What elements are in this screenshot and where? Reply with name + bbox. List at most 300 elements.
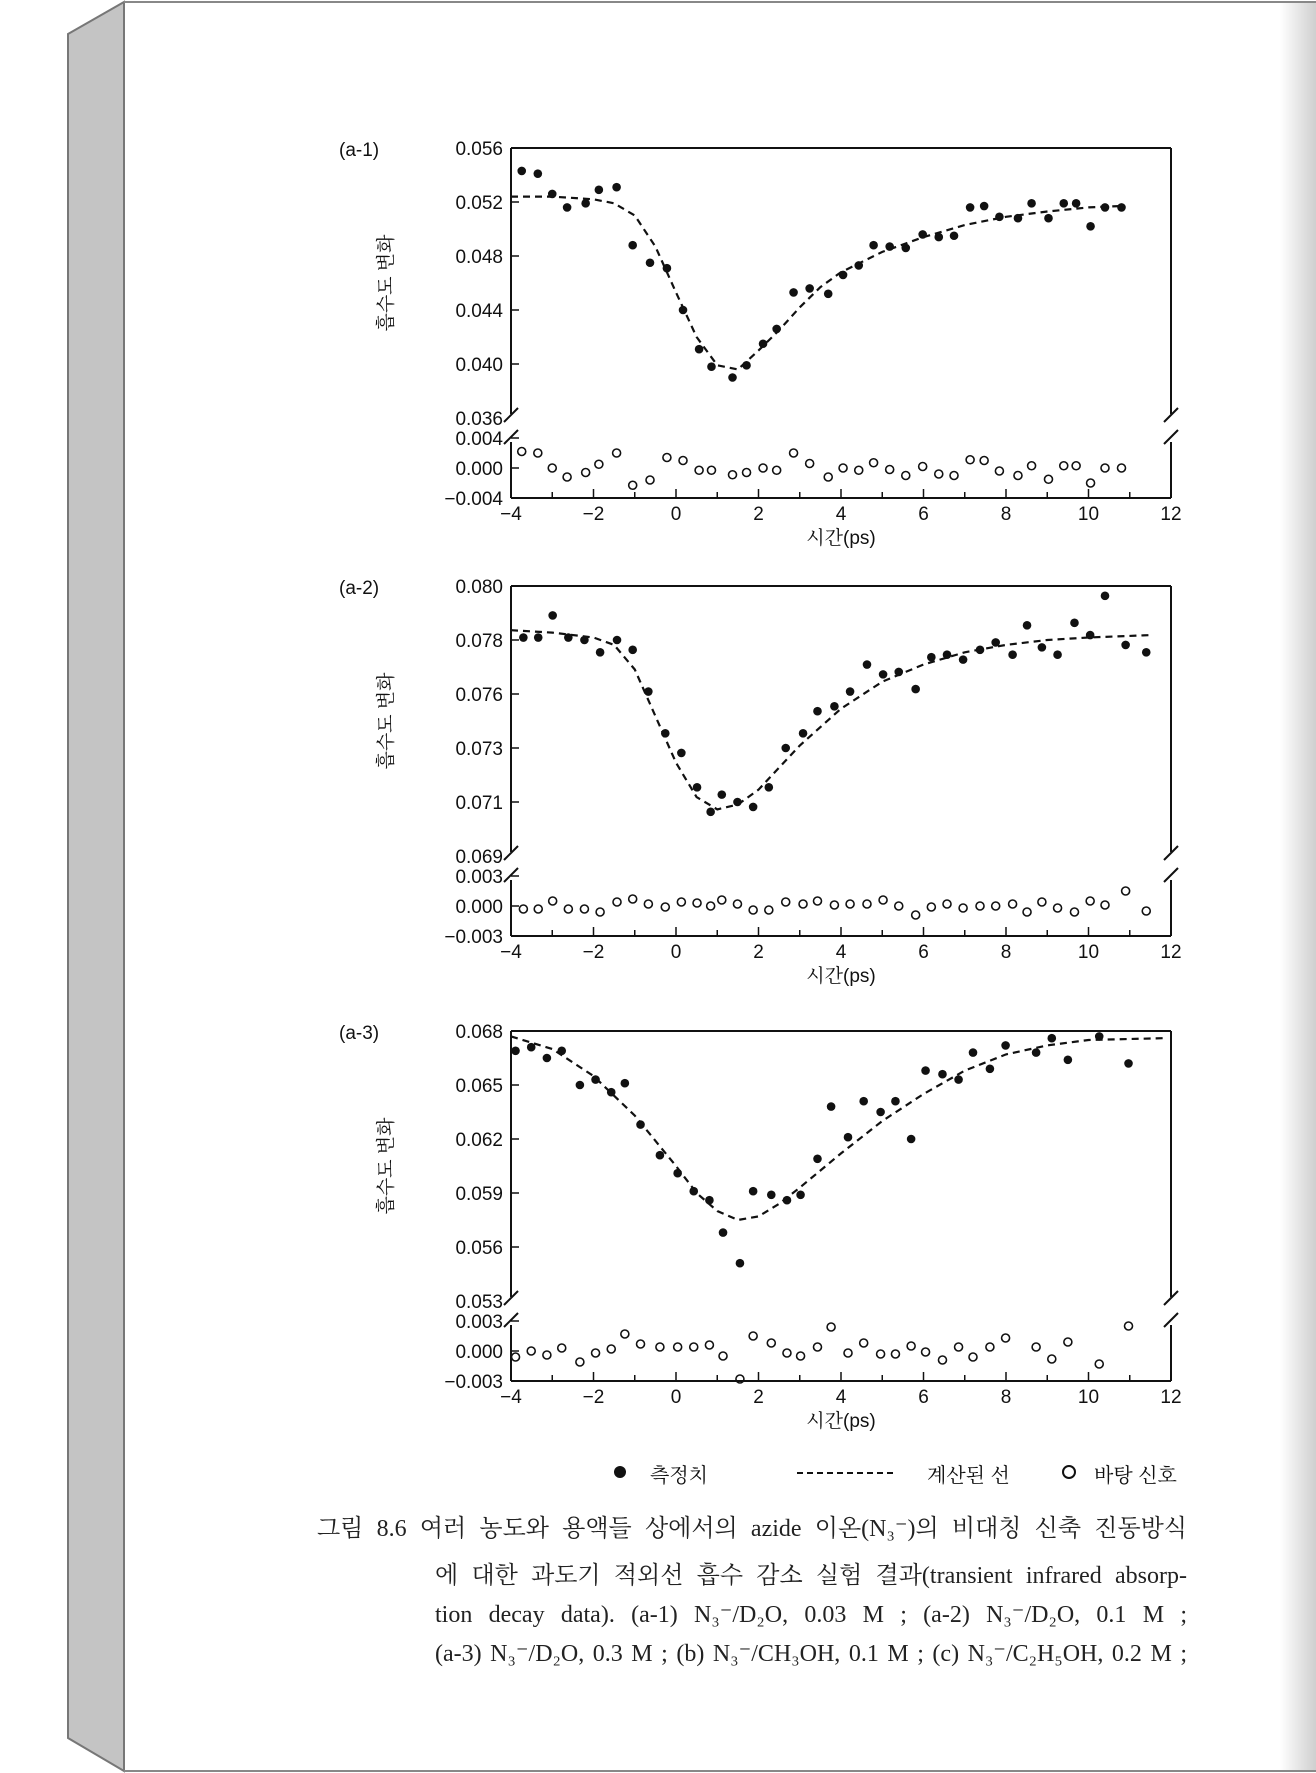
residual-point xyxy=(1101,901,1109,909)
measured-point xyxy=(1023,621,1032,630)
residual-point xyxy=(839,464,847,472)
measured-point xyxy=(1072,199,1081,208)
residual-point xyxy=(969,1353,977,1361)
x-tick-label: 4 xyxy=(835,942,847,963)
residual-point xyxy=(891,1350,899,1358)
measured-point xyxy=(1070,619,1079,628)
measured-point xyxy=(859,1097,868,1106)
measured-point xyxy=(995,213,1004,222)
measured-point xyxy=(1086,222,1095,231)
measured-point xyxy=(511,1047,520,1056)
residual-point xyxy=(695,466,703,474)
measured-point xyxy=(911,685,920,694)
x-axis-label: 시간(ps) xyxy=(806,1411,876,1432)
residual-point xyxy=(813,897,821,905)
residual-point xyxy=(767,1339,775,1347)
residual-point xyxy=(759,464,767,472)
axis-break-mark xyxy=(1164,430,1178,444)
measured-point xyxy=(813,707,822,716)
x-tick-label: 8 xyxy=(1000,1387,1012,1408)
measured-point xyxy=(863,660,872,669)
chart-a3 xyxy=(300,1011,1220,1441)
measured-point xyxy=(693,783,702,792)
measured-point xyxy=(891,1097,900,1106)
measured-point xyxy=(749,803,758,812)
residual-point xyxy=(797,1352,805,1360)
measured-point xyxy=(679,306,688,315)
residual-point xyxy=(718,896,726,904)
x-axis-label: 시간(ps) xyxy=(806,528,876,549)
residual-point xyxy=(765,906,773,914)
measured-point xyxy=(563,203,572,212)
residual-point xyxy=(995,467,1003,475)
measured-point xyxy=(612,183,621,192)
measured-point xyxy=(765,783,774,792)
residual-point xyxy=(534,449,542,457)
measured-point xyxy=(644,687,653,696)
residual-point xyxy=(690,1343,698,1351)
y-tick-label: 0.069 xyxy=(455,847,503,868)
legend-fit-label: 계산된 선 xyxy=(927,1465,1010,1487)
residual-point xyxy=(922,1348,930,1356)
measured-point xyxy=(749,1187,758,1196)
measured-point xyxy=(943,650,952,659)
measured-point xyxy=(628,241,637,250)
measured-point xyxy=(1053,650,1062,659)
measured-point xyxy=(991,638,1000,647)
measured-point xyxy=(1044,214,1053,223)
measured-point xyxy=(1038,643,1047,652)
residual-point xyxy=(743,469,751,477)
residual-point xyxy=(813,1343,821,1351)
legend xyxy=(600,1456,1220,1490)
residual-point xyxy=(919,463,927,471)
measured-point xyxy=(736,1259,745,1268)
residual-point xyxy=(943,900,951,908)
measured-point xyxy=(580,636,589,645)
measured-point xyxy=(876,1108,885,1117)
resid-y-tick-label: −0.003 xyxy=(444,1372,503,1393)
chart-panel-label: (a-3) xyxy=(339,1023,380,1044)
y-axis-label: 흡수도 변화 xyxy=(376,1117,397,1215)
chart-panel-label: (a-2) xyxy=(339,578,380,599)
book-spine-edge xyxy=(68,2,124,1771)
residual-point xyxy=(629,481,637,489)
residual-point xyxy=(877,1350,885,1358)
measured-point xyxy=(576,1081,585,1090)
residual-point xyxy=(749,1332,757,1340)
measured-point xyxy=(548,190,557,199)
y-tick-label: 0.071 xyxy=(455,793,503,814)
residual-point xyxy=(824,473,832,481)
resid-y-tick-label: 0.004 xyxy=(455,429,503,450)
caption-line: 그림 8.6 여러 농도와 용액들 상에서의 azide 이온(N₃⁻)의 비대칭 신축 진동방식 xyxy=(317,1516,1187,1542)
measured-point xyxy=(534,633,543,642)
measured-point xyxy=(1117,203,1126,212)
y-tick-label: 0.056 xyxy=(455,1238,503,1259)
residual-point xyxy=(966,456,974,464)
residual-point xyxy=(549,897,557,905)
resid-y-tick-label: 0.000 xyxy=(455,459,503,480)
x-tick-label: −2 xyxy=(582,1387,605,1408)
measured-point xyxy=(827,1102,836,1111)
measured-point xyxy=(548,611,557,620)
residual-point xyxy=(613,449,621,457)
residual-point xyxy=(1014,472,1022,480)
measured-point xyxy=(783,1196,792,1205)
measured-point xyxy=(661,729,670,738)
measured-point xyxy=(646,258,655,267)
measured-point xyxy=(527,1043,536,1052)
measured-point xyxy=(901,244,910,253)
measured-point xyxy=(959,655,968,664)
residual-point xyxy=(707,466,715,474)
x-tick-label: 0 xyxy=(670,504,682,525)
residual-point xyxy=(855,466,863,474)
measured-point xyxy=(728,373,737,382)
measured-point xyxy=(854,261,863,270)
chart-panel-label: (a-1) xyxy=(339,140,380,161)
residual-point xyxy=(729,471,737,479)
legend-dashed-line-icon xyxy=(797,1472,893,1474)
residual-point xyxy=(637,1340,645,1348)
measured-point xyxy=(1095,1032,1104,1041)
residual-point xyxy=(563,473,571,481)
residual-point xyxy=(1101,464,1109,472)
x-tick-label: 0 xyxy=(670,942,682,963)
x-tick-label: 8 xyxy=(1000,942,1012,963)
measured-point xyxy=(596,648,605,657)
residual-point xyxy=(580,905,588,913)
residual-point xyxy=(719,1352,727,1360)
measured-point xyxy=(1047,1034,1056,1043)
residual-point xyxy=(886,466,894,474)
residual-point xyxy=(646,476,654,484)
residual-point xyxy=(693,899,701,907)
measured-point xyxy=(656,1151,665,1160)
fit-curve xyxy=(511,197,1122,370)
residual-point xyxy=(595,460,603,468)
fit-curve xyxy=(511,1036,1163,1220)
measured-point xyxy=(1001,1041,1010,1050)
measured-point xyxy=(534,169,543,178)
residual-point xyxy=(519,905,527,913)
y-axis-label: 흡수도 변화 xyxy=(376,234,397,332)
measured-point xyxy=(781,744,790,753)
residual-point xyxy=(733,900,741,908)
residual-point xyxy=(860,1339,868,1347)
residual-point xyxy=(1038,898,1046,906)
residual-point xyxy=(1118,464,1126,472)
residual-point xyxy=(1095,1360,1103,1368)
residual-point xyxy=(674,1343,682,1351)
y-tick-label: 0.080 xyxy=(455,577,503,598)
measured-point xyxy=(918,230,927,239)
residual-point xyxy=(548,464,556,472)
measured-point xyxy=(767,1191,776,1200)
measured-point xyxy=(673,1169,682,1178)
measured-point xyxy=(613,636,622,645)
measured-point xyxy=(607,1088,616,1097)
residual-point xyxy=(1054,904,1062,912)
residual-point xyxy=(1087,479,1095,487)
page-right-shadow xyxy=(1280,3,1316,1770)
y-tick-label: 0.078 xyxy=(455,631,503,652)
residual-point xyxy=(1002,1334,1010,1342)
measured-point xyxy=(789,288,798,297)
measured-point xyxy=(591,1075,600,1084)
legend-residual-label: 바탕 신호 xyxy=(1094,1465,1177,1487)
resid-y-tick-label: 0.003 xyxy=(455,867,503,888)
residual-point xyxy=(907,1342,915,1350)
residual-point xyxy=(1070,908,1078,916)
axis-break-mark xyxy=(1164,868,1178,882)
axis-break-mark xyxy=(504,868,518,882)
y-tick-label: 0.073 xyxy=(455,739,503,760)
resid-y-tick-label: −0.003 xyxy=(444,927,503,948)
residual-point xyxy=(607,1345,615,1353)
residual-point xyxy=(1023,908,1031,916)
x-tick-label: 2 xyxy=(753,942,764,963)
legend-measured-label: 측정치 xyxy=(650,1465,708,1487)
measured-point xyxy=(986,1065,995,1074)
residual-point xyxy=(783,1349,791,1357)
resid-y-tick-label: 0.000 xyxy=(455,897,503,918)
y-tick-label: 0.052 xyxy=(455,193,503,214)
residual-point xyxy=(955,1343,963,1351)
residual-point xyxy=(592,1349,600,1357)
residual-point xyxy=(1048,1355,1056,1363)
residual-point xyxy=(1125,1322,1133,1330)
measured-point xyxy=(969,1048,978,1057)
measured-point xyxy=(966,203,975,212)
x-tick-label: 12 xyxy=(1160,1387,1182,1408)
residual-point xyxy=(656,1343,664,1351)
residual-point xyxy=(863,900,871,908)
residual-point xyxy=(992,902,1000,910)
measured-point xyxy=(557,1047,566,1056)
measured-point xyxy=(1142,648,1151,657)
residual-point xyxy=(663,454,671,462)
y-tick-label: 0.059 xyxy=(455,1184,503,1205)
residual-point xyxy=(558,1344,566,1352)
residual-point xyxy=(512,1353,520,1361)
chart-a1 xyxy=(300,128,1220,558)
measured-point xyxy=(1101,203,1110,212)
residual-point xyxy=(938,1356,946,1364)
measured-point xyxy=(742,361,751,370)
x-tick-label: −2 xyxy=(582,504,605,525)
measured-point xyxy=(1064,1056,1073,1065)
residual-point xyxy=(980,457,988,465)
measured-point xyxy=(519,633,528,642)
measured-point xyxy=(695,345,704,354)
measured-point xyxy=(869,241,878,250)
measured-point xyxy=(938,1070,947,1079)
residual-point xyxy=(844,1349,852,1357)
axis-break-mark xyxy=(504,1313,518,1327)
y-tick-label: 0.040 xyxy=(455,355,503,376)
measured-point xyxy=(894,668,903,677)
x-axis-label: 시간(ps) xyxy=(806,966,876,987)
residual-point xyxy=(1044,475,1052,483)
measured-point xyxy=(824,290,833,299)
residual-point xyxy=(749,906,757,914)
residual-point xyxy=(543,1351,551,1359)
measured-point xyxy=(759,339,768,348)
measured-point xyxy=(1014,214,1023,223)
residual-point xyxy=(950,472,958,480)
residual-point xyxy=(1064,1338,1072,1346)
measured-point xyxy=(581,199,590,208)
measured-point xyxy=(954,1075,963,1084)
residual-point xyxy=(902,472,910,480)
x-tick-label: 4 xyxy=(835,504,847,525)
x-tick-label: 10 xyxy=(1077,942,1100,963)
measured-point xyxy=(564,633,573,642)
measured-point xyxy=(1124,1059,1133,1068)
measured-point xyxy=(879,670,888,679)
measured-point xyxy=(885,242,894,251)
measured-point xyxy=(1121,641,1130,650)
measured-point xyxy=(628,646,637,655)
y-tick-label: 0.036 xyxy=(455,409,503,430)
measured-point xyxy=(595,186,604,195)
residual-point xyxy=(827,1323,835,1331)
x-tick-label: −4 xyxy=(500,504,522,525)
y-tick-label: 0.053 xyxy=(455,1292,503,1313)
measured-point xyxy=(980,202,989,211)
residual-point xyxy=(677,898,685,906)
residual-point xyxy=(629,895,637,903)
measured-point xyxy=(677,749,686,758)
measured-point xyxy=(796,1191,805,1200)
measured-point xyxy=(830,702,839,711)
x-tick-label: 6 xyxy=(918,504,929,525)
measured-point xyxy=(719,1228,728,1237)
residual-point xyxy=(895,902,903,910)
residual-point xyxy=(518,448,526,456)
residual-point xyxy=(790,449,798,457)
measured-point xyxy=(921,1066,930,1075)
measured-point xyxy=(799,729,808,738)
y-tick-label: 0.044 xyxy=(455,301,503,322)
measured-point xyxy=(1086,631,1095,640)
residual-point xyxy=(912,911,920,919)
y-tick-label: 0.048 xyxy=(455,247,503,268)
x-tick-label: −4 xyxy=(500,1387,522,1408)
measured-point xyxy=(846,687,855,696)
x-tick-label: 6 xyxy=(918,942,929,963)
measured-point xyxy=(733,798,742,807)
residual-point xyxy=(705,1341,713,1349)
residual-point xyxy=(679,457,687,465)
residual-point xyxy=(1142,907,1150,915)
residual-point xyxy=(879,896,887,904)
y-tick-label: 0.056 xyxy=(455,139,503,160)
measured-point xyxy=(927,653,936,662)
measured-point xyxy=(543,1054,552,1063)
residual-point xyxy=(1072,462,1080,470)
measured-point xyxy=(707,362,716,371)
legend-open-circle-icon xyxy=(1062,1465,1076,1479)
caption-line: tion decay data). (a-1) N₃⁻/D₂O, 0.03 M ; (a-2) N₃⁻/D₂O, 0.1 M ; xyxy=(435,1602,1187,1628)
residual-point xyxy=(576,1358,584,1366)
measured-point xyxy=(976,646,985,655)
y-tick-label: 0.068 xyxy=(455,1022,503,1043)
residual-point xyxy=(935,470,943,478)
y-axis-label: 흡수도 변화 xyxy=(376,672,397,770)
measured-point xyxy=(517,167,526,176)
measured-point xyxy=(805,284,814,293)
axis-break-mark xyxy=(504,430,518,444)
y-tick-label: 0.062 xyxy=(455,1130,503,1151)
measured-point xyxy=(1101,592,1110,601)
resid-y-tick-label: −0.004 xyxy=(444,489,503,510)
axis-break-mark xyxy=(1164,1313,1178,1327)
x-tick-label: 10 xyxy=(1077,1387,1100,1408)
x-tick-label: 2 xyxy=(753,1387,764,1408)
x-tick-label: 12 xyxy=(1160,942,1182,963)
legend-filled-dot-icon xyxy=(614,1466,626,1478)
measured-point xyxy=(1008,650,1017,659)
residual-point xyxy=(799,900,807,908)
measured-point xyxy=(772,325,781,334)
x-tick-label: 0 xyxy=(670,1387,682,1408)
residual-point xyxy=(1009,900,1017,908)
measured-point xyxy=(907,1135,916,1144)
residual-point xyxy=(986,1343,994,1351)
measured-point xyxy=(1059,199,1068,208)
resid-y-tick-label: 0.003 xyxy=(455,1312,503,1333)
x-tick-label: −4 xyxy=(500,942,522,963)
measured-point xyxy=(706,808,715,817)
measured-point xyxy=(621,1079,630,1088)
residual-point xyxy=(870,459,878,467)
residual-point xyxy=(1028,462,1036,470)
measured-point xyxy=(705,1196,714,1205)
caption-line: 에 대한 과도기 적외선 흡수 감소 실험 결과(transient infrared absorp- xyxy=(435,1563,1187,1589)
residual-point xyxy=(527,1347,535,1355)
measured-point xyxy=(813,1155,822,1164)
measured-point xyxy=(689,1187,698,1196)
y-tick-label: 0.076 xyxy=(455,685,503,706)
measured-point xyxy=(636,1120,645,1129)
figure-caption xyxy=(317,1508,1187,1668)
x-tick-label: 12 xyxy=(1160,504,1182,525)
residual-point xyxy=(1060,462,1068,470)
residual-point xyxy=(773,466,781,474)
x-tick-label: 6 xyxy=(918,1387,929,1408)
measured-point xyxy=(934,233,943,242)
residual-point xyxy=(959,904,967,912)
residual-point xyxy=(782,898,790,906)
y-tick-label: 0.065 xyxy=(455,1076,503,1097)
measured-point xyxy=(1027,199,1036,208)
x-tick-label: 4 xyxy=(835,1387,847,1408)
measured-point xyxy=(717,790,726,799)
residual-point xyxy=(613,898,621,906)
caption-line: (a-3) N₃⁻/D₂O, 0.3 M ; (b) N₃⁻/CH₃OH, 0.1 M ; (c) N₃⁻/C₂H₅OH, 0.2 M ; xyxy=(435,1641,1187,1667)
chart-a2 xyxy=(300,566,1220,996)
measured-point xyxy=(1032,1048,1041,1057)
residual-point xyxy=(621,1330,629,1338)
measured-point xyxy=(844,1133,853,1142)
residual-point xyxy=(534,905,542,913)
resid-y-tick-label: 0.000 xyxy=(455,1342,503,1363)
residual-point xyxy=(830,901,838,909)
measured-point xyxy=(950,231,959,240)
